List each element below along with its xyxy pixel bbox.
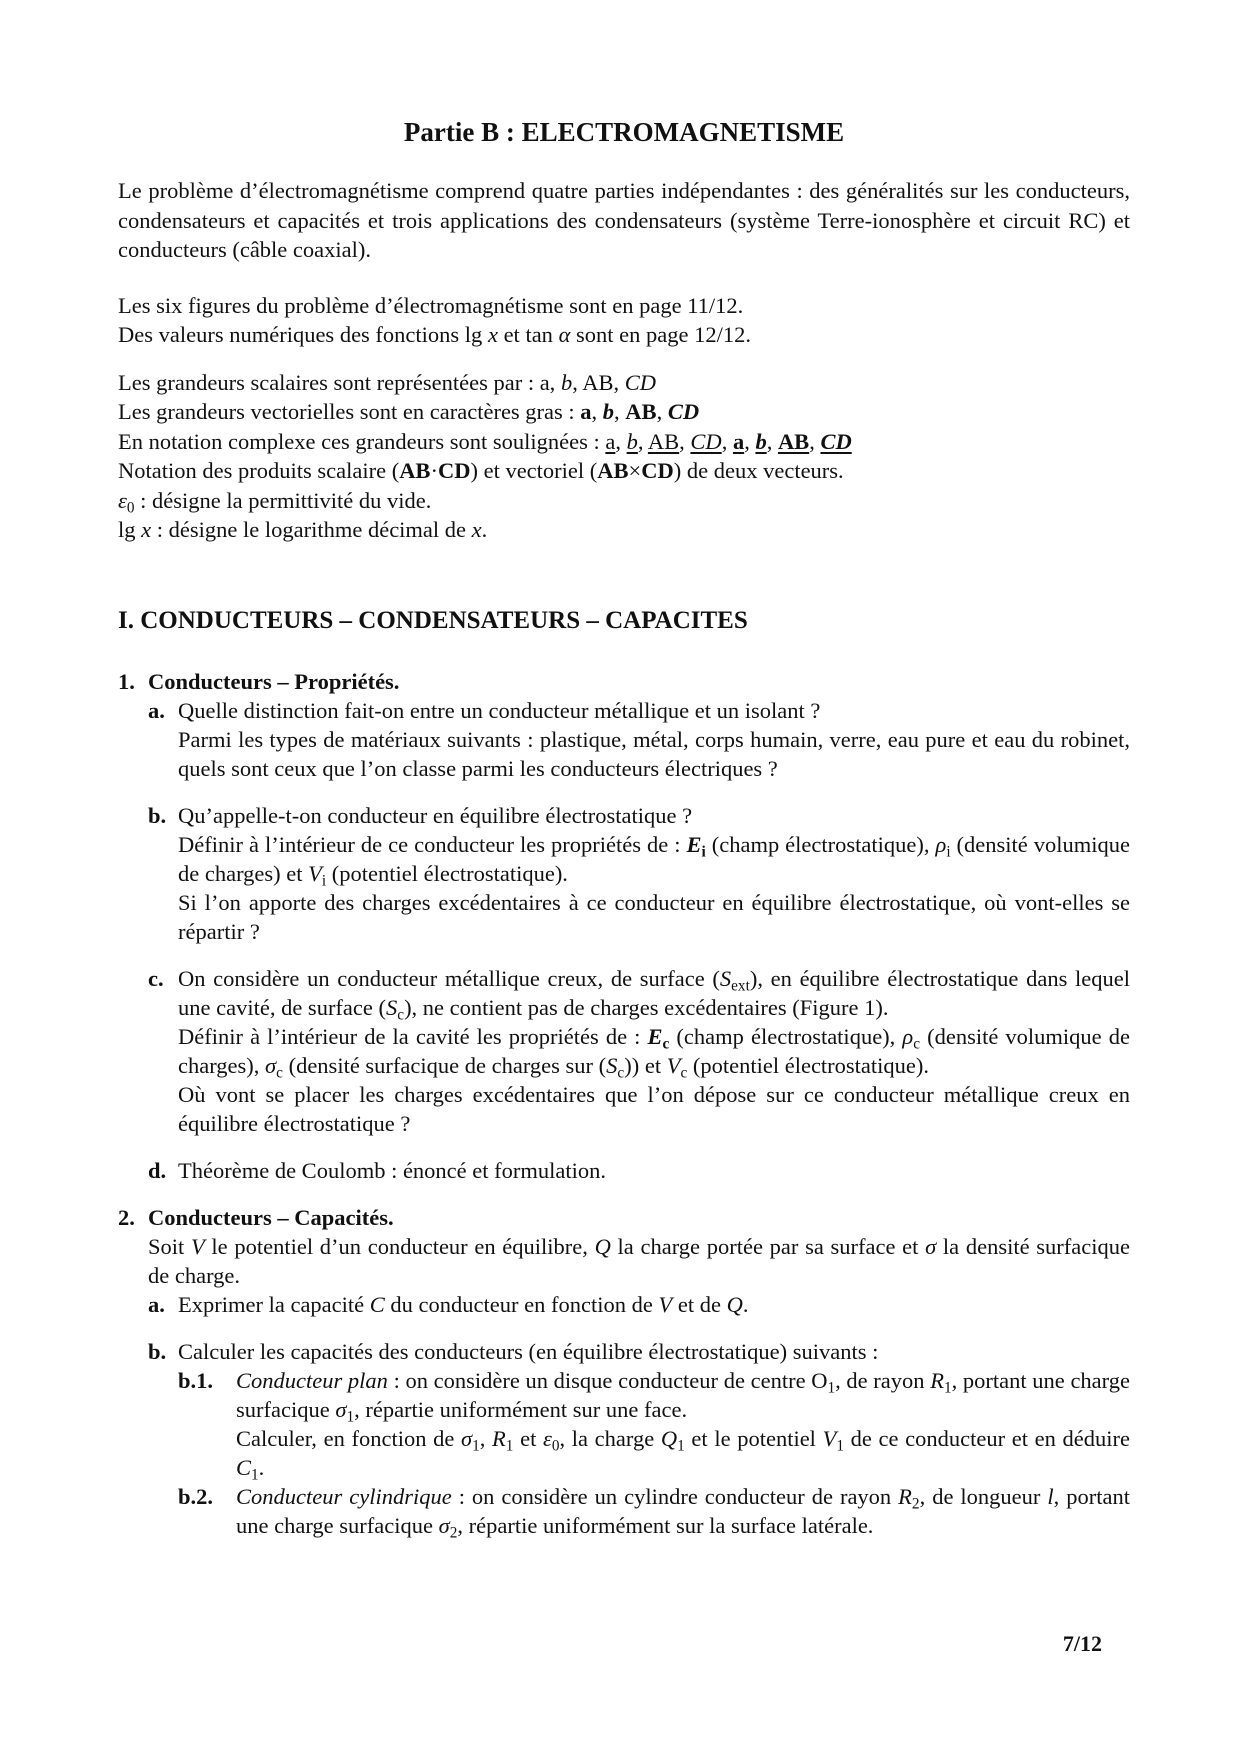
item-label: b.1. <box>178 1368 214 1393</box>
item-text: Qu’appelle-t-on conducteur en équilibre électrostatique ? <box>178 803 693 828</box>
question-number: 2. <box>118 1205 135 1230</box>
question-2 <box>118 1203 1130 1290</box>
question-title: Conducteurs – Propriétés. <box>148 669 400 694</box>
values-line: Des valeurs numériques des fonctions lg x et tan α sont en page 12/12. <box>118 322 751 347</box>
page-number: 7/12 <box>1062 1631 1102 1656</box>
item-text: Quelle distinction fait-on entre un conducteur métallique et un isolant ? <box>178 698 821 723</box>
question-2b <box>118 1337 1130 1366</box>
item-text: Définir à l’intérieur de la cavité les propriétés de : $E_c$ (champ électrostatique), $\rho_c$ (densité volumique de charges), $\sigma_c$ (densité surfacique de charges sur $(S_c)$) et $V_c$ (potentiel électrostatique). <box>178 1024 1130 1082</box>
question-2b1 <box>118 1366 1130 1482</box>
complex-line: En notation complexe ces grandeurs sont soulignées : a, b, AB, CD, a, b, AB, CD <box>118 428 852 454</box>
section-title: I. CONDUCTEURS – CONDENSATEURS – CAPACITES <box>118 607 748 634</box>
item-text: Conducteur cylindrique : on considère un cylindre conducteur de rayon $R_2$, de longueur l, portant une charge surfacique $\sigma_2$, répartie uniformément sur la surface latérale. <box>236 1484 1130 1542</box>
products-line: Notation des produits scalaire (AB·CD) et vectoriel (AB×CD) de deux vecteurs. <box>118 458 844 483</box>
item-label: c. <box>148 966 164 991</box>
question-1 <box>118 667 1130 696</box>
item-text: Si l’on apporte des charges excédentaires à ce conducteur en équilibre électrostatique, où vont-elles se répartir ? <box>178 890 1130 944</box>
question-intro: Soit V le potentiel d’un conducteur en équilibre, Q la charge portée par sa surface et σ la densité surfacique de charge. <box>148 1234 1130 1288</box>
item-text: Définir à l’intérieur de ce conducteur les propriétés de : $E_i$ (champ électrostatique), $\rho_i$ (densité volumique de charges) et $V_i$ (potentiel électrostatique). <box>178 832 1131 890</box>
question-1d <box>118 1156 1130 1185</box>
item-label: a. <box>148 1292 165 1317</box>
item-text: Calculer, en fonction de $\sigma_1$, $R_1$ et $\varepsilon_0$, la charge $Q_1$ et le potentiel $V_1$ de ce conducteur et en déduire $C_1$. <box>236 1426 1130 1484</box>
epsilon-line: $\varepsilon_0$ : désigne la permittivité du vide. <box>118 487 432 517</box>
item-text: On considère un conducteur métallique creux, de surface $(S_{ext})$, en équilibre électrostatique dans lequel une cavité, de surface $(S_c)$, ne contient pas de charges excédentaires (Figure 1). <box>178 966 1130 1024</box>
question-1c <box>118 964 1130 1138</box>
intro-block <box>118 176 1130 545</box>
item-label: b.2. <box>178 1484 214 1509</box>
item-text: Exprimer la capacité C du conducteur en fonction de V et de Q. <box>178 1292 749 1317</box>
lg-line: lg x : désigne le logarithme décimal de x. <box>118 517 488 542</box>
item-label: b. <box>148 1339 167 1364</box>
section-body <box>118 667 1130 1540</box>
question-1b <box>118 801 1130 946</box>
item-text: Calculer les capacités des conducteurs (en équilibre électrostatique) suivants : <box>178 1339 879 1364</box>
item-text: Parmi les types de matériaux suivants : plastique, métal, corps humain, verre, eau pure et eau du robinet, quels sont ceux que l’on classe parmi les conducteurs électriques ? <box>178 727 1130 781</box>
question-1a <box>118 696 1130 783</box>
item-label: d. <box>148 1158 167 1183</box>
vector-line: Les grandeurs vectorielles sont en caractères gras : a, b, AB, CD <box>118 399 700 424</box>
question-2a <box>118 1290 1130 1319</box>
scalar-line: Les grandeurs scalaires sont représentées par : a, b, AB, CD <box>118 369 656 395</box>
item-label: a. <box>148 698 165 723</box>
intro-paragraph: Le problème d’électromagnétisme comprend quatre parties indépendantes : des généralités sur les conducteurs, condensateurs et capacités et trois applications des condensateurs (système Terre-ionosphère et circuit RC) et conducteurs (câble coaxial). <box>118 178 1130 262</box>
item-text: Où vont se placer les charges excédentaires que l’on dépose sur ce conducteur métallique creux en équilibre électrostatique ? <box>178 1082 1130 1136</box>
question-title: Conducteurs – Capacités. <box>148 1205 394 1230</box>
question-number: 1. <box>118 669 135 694</box>
question-2b2 <box>118 1482 1130 1540</box>
item-text: Conducteur plan : on considère un disque conducteur de centre $O_1$, de rayon $R_1$, portant une charge surfacique $\sigma_1$, répartie uniformément sur une face. <box>236 1368 1130 1426</box>
item-text: Théorème de Coulomb : énoncé et formulation. <box>178 1158 606 1183</box>
figures-line: Les six figures du problème d’électromagnétisme sont en page 11/12. <box>118 292 744 318</box>
item-label: b. <box>148 803 167 828</box>
page-title: Partie B : ELECTROMAGNETISME <box>403 117 845 147</box>
